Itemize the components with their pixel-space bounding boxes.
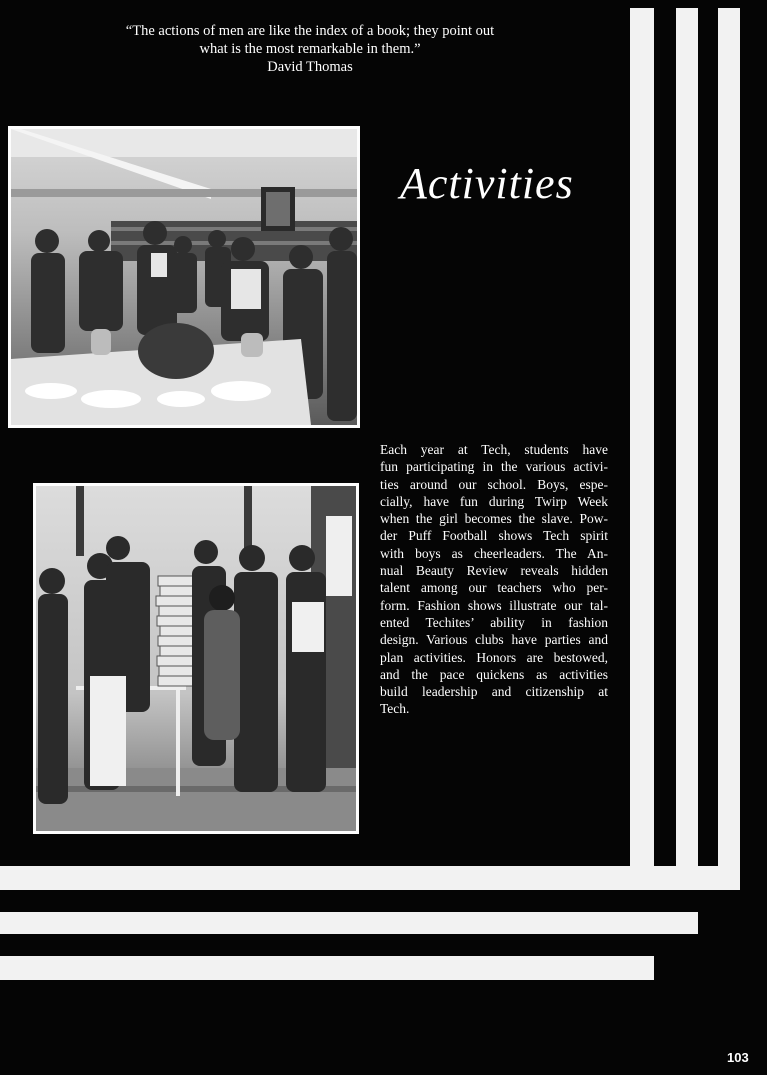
frame-stripe-vertical-2 [676, 8, 698, 934]
epigraph-quote [60, 22, 560, 76]
frame-stripe-horizontal-1 [0, 866, 740, 890]
frame-stripe-vertical-1 [630, 8, 654, 980]
frame-gap [0, 934, 676, 956]
body-line: build leadership and citizenship at [380, 684, 608, 700]
body-line: plan activities. Honors are bestowed, [380, 649, 608, 665]
body-line: Each year at Tech, students have [380, 442, 608, 457]
frame-gap [654, 8, 676, 866]
photo-students [33, 483, 359, 834]
quote-line-1: “The actions of men are like the index of a book; they point out [125, 23, 495, 39]
body-line: with boys as cheerleaders. The An- [380, 545, 608, 561]
frame-gap [654, 890, 676, 912]
body-line: ented Techites’ ability in fashion [380, 614, 608, 630]
body-line: nual Beauty Review reveals hidden [380, 563, 608, 579]
frame-gap [698, 8, 718, 866]
quote-author: David Thomas [267, 59, 353, 75]
photo-reception [8, 126, 360, 428]
body-line: cially, have fun during Twirp Week [380, 493, 608, 509]
frame-stripe-horizontal-3 [0, 956, 654, 980]
body-line: design. Various clubs have parties and [380, 632, 608, 648]
body-line: and the pace quickens as activities [380, 666, 608, 682]
body-line: when the girl becomes the slave. Pow- [380, 511, 608, 527]
body-line: der Puff Football shows Tech spirit [380, 528, 608, 544]
section-title: Activities [400, 159, 574, 208]
body-line: fun participating in the various activi- [380, 459, 608, 475]
body-line: ties around our school. Boys, espe- [380, 476, 608, 492]
photo-students-image [36, 486, 356, 831]
quote-line-2: what is the most remarkable in them.” [199, 41, 421, 57]
page-number: 103 [727, 1050, 749, 1065]
frame-stripe-horizontal-2 [0, 912, 698, 934]
body-line: form. Fashion shows illustrate our tal- [380, 597, 608, 613]
body-line: talent among our teachers who per- [380, 580, 608, 596]
activities-body-text [380, 441, 608, 718]
body-line: Tech. [380, 701, 410, 717]
photo-reception-image [11, 129, 357, 425]
frame-gap [0, 890, 718, 912]
frame-stripe-vertical-3 [718, 8, 740, 890]
